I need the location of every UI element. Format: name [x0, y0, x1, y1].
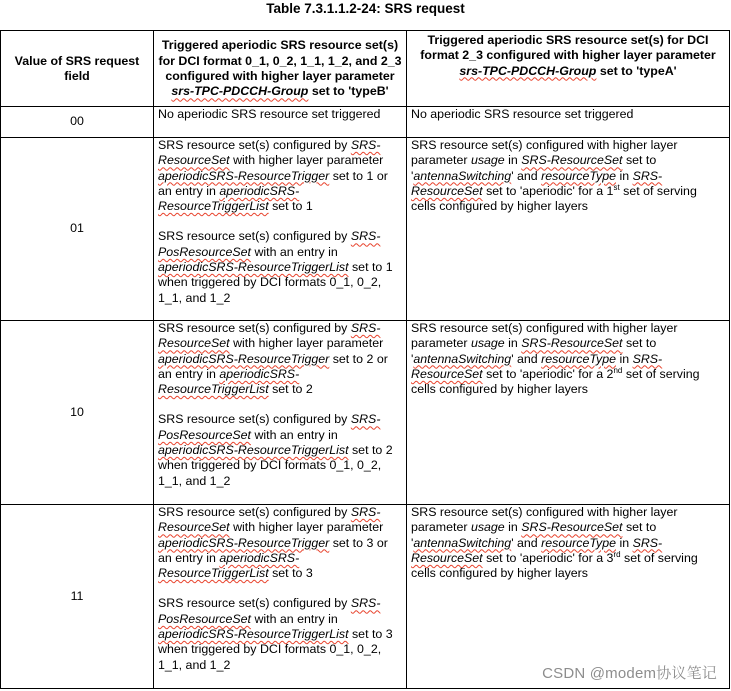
typea-cell: SRS resource set(s) configured with higher layer parameter usage in SRS-ResourceSet set to 'antennaSwitching' and resourceType in SRS-ResourceSet set to 'aperiodic' for a 2nd set of serving cells configured by higher layers	[407, 321, 730, 505]
typeb-cell: No aperiodic SRS resource set triggered	[154, 107, 407, 138]
table-caption: Table 7.3.1.1.2-24: SRS request	[266, 1, 465, 16]
header-dci-typea: Triggered aperiodic SRS resource set(s) for DCI format 2_3 configured with higher layer parameter srs-TPC-PDCCH-Group set to 'typeA'	[407, 31, 730, 107]
header-row	[1, 31, 730, 107]
table-row	[1, 138, 730, 321]
srs-field-value: 10	[1, 321, 154, 505]
typeb-cell: SRS resource set(s) configured by SRS-ResourceSet with higher layer parameter aperiodicSRS-ResourceTrigger set to 2 or an entry in aperiodicSRS-ResourceTriggerList set to 2 SRS resource set(s) configured by SRS-PosResourceSet with an entry in aperiodicSRS-ResourceTriggerList set to 2 when triggered by DCI formats 0_1, 0_2, 1_1, and 1_2	[154, 321, 407, 505]
srs-field-value: 01	[1, 138, 154, 321]
srs-request-table	[0, 30, 730, 689]
header-dci-typeb: Triggered aperiodic SRS resource set(s) for DCI format 0_1, 0_2, 1_1, 1_2, and 2_3 configured with higher layer parameter srs-TPC-PDCCH-Group set to 'typeB'	[154, 31, 407, 107]
typea-cell: SRS resource set(s) configured with higher layer parameter usage in SRS-ResourceSet set to 'antennaSwitching' and resourceType in SRS-ResourceSet set to 'aperiodic' for a 1st set of serving cells configured by higher layers	[407, 138, 730, 321]
header-value-field: Value of SRS request field	[1, 31, 154, 107]
table-row	[1, 321, 730, 505]
table-row	[1, 107, 730, 138]
srs-field-value: 00	[1, 107, 154, 138]
typea-cell: SRS resource set(s) configured with higher layer parameter usage in SRS-ResourceSet set to 'antennaSwitching' and resourceType in SRS-ResourceSet set to 'aperiodic' for a 3rd set of serving cells configured by higher layers	[407, 505, 730, 689]
typeb-cell: SRS resource set(s) configured by SRS-ResourceSet with higher layer parameter aperiodicSRS-ResourceTrigger set to 1 or an entry in aperiodicSRS-ResourceTriggerList set to 1 SRS resource set(s) configured by SRS-PosResourceSet with an entry in aperiodicSRS-ResourceTriggerList set to 1 when triggered by DCI formats 0_1, 0_2, 1_1, and 1_2	[154, 138, 407, 321]
typeb-cell: SRS resource set(s) configured by SRS-ResourceSet with higher layer parameter aperiodicSRS-ResourceTrigger set to 3 or an entry in aperiodicSRS-ResourceTriggerList set to 3 SRS resource set(s) configured by SRS-PosResourceSet with an entry in aperiodicSRS-ResourceTriggerList set to 3 when triggered by DCI formats 0_1, 0_2, 1_1, and 1_2	[154, 505, 407, 689]
table-row	[1, 505, 730, 689]
srs-field-value: 11	[1, 505, 154, 689]
typea-cell: No aperiodic SRS resource set triggered	[407, 107, 730, 138]
watermark: CSDN @modem协议笔记	[542, 665, 717, 682]
